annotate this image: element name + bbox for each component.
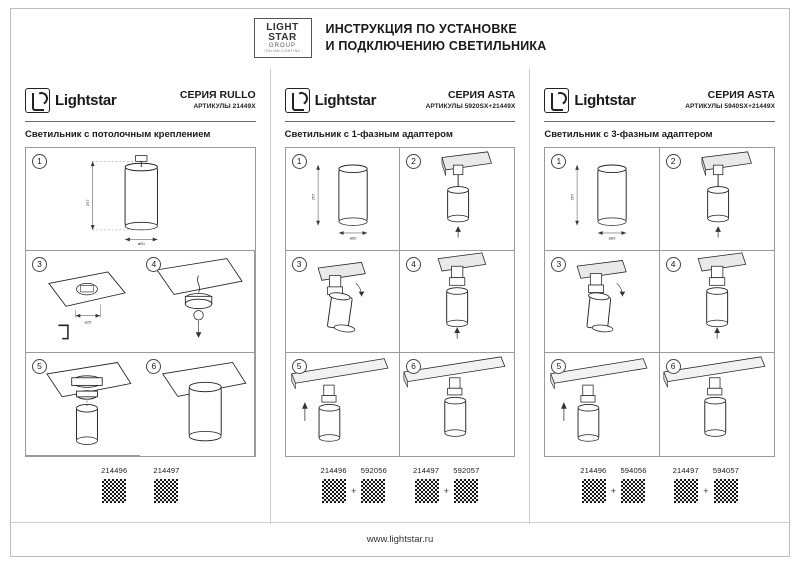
code-numbers xyxy=(153,466,179,475)
logo-line-1: LIGHT xyxy=(266,21,299,33)
series-name: СЕРИЯ RULLO xyxy=(179,89,256,102)
column-header xyxy=(25,69,256,121)
code-number: 214496 xyxy=(101,466,128,475)
qr-code-icon[interactable] xyxy=(321,478,347,504)
code-numbers xyxy=(413,466,479,475)
plus-sign: + xyxy=(610,486,617,496)
brand-lockup xyxy=(285,88,376,113)
plus-sign: + xyxy=(443,486,449,496)
series-article: АРТИКУЛЫ 5940SX+21449X xyxy=(685,102,776,110)
code-numbers xyxy=(101,466,127,475)
page-title-line-2: И ПОДКЛЮЧЕНИЮ СВЕТИЛЬНИКА xyxy=(325,39,547,53)
dimension-diameter: ø60 xyxy=(349,235,357,241)
step-cell-5 xyxy=(140,353,254,456)
step-badge: 1 xyxy=(551,154,566,169)
step-badge: 3 xyxy=(551,257,566,272)
step-badge: 1 xyxy=(32,154,47,169)
code-number: 594057 xyxy=(712,466,740,475)
step-cell-6 xyxy=(660,353,774,456)
code-number: 214496 xyxy=(580,466,607,475)
series-article: АРТИКУЛЫ 21449X xyxy=(193,102,256,110)
qr-code-icon[interactable] xyxy=(153,478,179,504)
step-cell-1 xyxy=(286,148,400,251)
logo-line-2: STAR xyxy=(268,31,297,43)
dimension-diameter: ø60 xyxy=(137,241,145,247)
column-subtitle: Светильник с 1-фазным адаптером xyxy=(285,121,516,147)
lightstar-logo-icon xyxy=(285,88,310,113)
qr-code-icon[interactable] xyxy=(414,478,440,504)
dimension-hole: ø25 xyxy=(84,319,92,325)
column-asta-1phase xyxy=(270,69,530,524)
code-group xyxy=(580,466,646,504)
product-codes xyxy=(25,466,256,504)
step-cell-2 xyxy=(660,148,774,251)
lightstar-group-logo xyxy=(254,18,312,58)
qr-row xyxy=(413,478,479,504)
product-codes xyxy=(285,466,516,504)
brand-name: Lightstar xyxy=(314,91,377,109)
dimension-diameter: ø60 xyxy=(608,235,616,241)
page-title-line-1: ИНСТРУКЦИЯ ПО УСТАНОВКЕ xyxy=(325,22,517,37)
code-number: 214497 xyxy=(153,466,180,475)
column-header xyxy=(285,69,516,121)
step-badge: 2 xyxy=(406,154,421,169)
step-cell-4 xyxy=(400,251,514,354)
step-badge: 5 xyxy=(32,359,47,374)
website-url[interactable]: www.lightstar.ru xyxy=(366,534,434,545)
code-number: 592056 xyxy=(360,466,387,475)
product-codes xyxy=(544,466,775,504)
code-group xyxy=(101,466,127,504)
column-header xyxy=(544,69,775,121)
step-badge: 4 xyxy=(406,257,421,272)
brand-lockup xyxy=(544,88,635,113)
step-badge: 6 xyxy=(146,359,161,374)
step-badge: 5 xyxy=(292,359,307,374)
step-badge: 6 xyxy=(666,359,681,374)
qr-row xyxy=(580,478,646,504)
step-badge: 4 xyxy=(146,257,161,272)
qr-code-icon[interactable] xyxy=(673,478,699,504)
steps-grid xyxy=(285,147,516,457)
document-footer xyxy=(11,522,789,556)
code-number: 594056 xyxy=(620,466,647,475)
column-subtitle: Светильник с 3-фазным адаптером xyxy=(544,121,775,147)
dimension-height: 257 xyxy=(309,193,315,201)
page-title xyxy=(326,21,547,55)
plus-sign: + xyxy=(351,486,357,496)
step-cell-5 xyxy=(286,353,400,456)
code-numbers xyxy=(321,466,387,475)
qr-row xyxy=(101,478,127,504)
column-subtitle: Светильник с потолочным креплением xyxy=(25,121,256,147)
code-number: 214497 xyxy=(672,466,699,475)
step-cell-2 xyxy=(26,251,140,354)
brand-lockup xyxy=(25,88,116,113)
qr-code-icon[interactable] xyxy=(360,478,386,504)
qr-row xyxy=(153,478,179,504)
brand-name: Lightstar xyxy=(574,91,636,109)
qr-code-icon[interactable] xyxy=(581,478,607,504)
step-cell-5 xyxy=(545,353,659,456)
qr-code-icon[interactable] xyxy=(620,478,646,504)
qr-row xyxy=(321,478,387,504)
step-cell-1 xyxy=(26,148,255,251)
step-cell-4 xyxy=(660,251,774,354)
column-asta-3phase xyxy=(529,69,789,524)
step-cell-3 xyxy=(545,251,659,354)
step-cell-2 xyxy=(400,148,514,251)
lightstar-logo-icon xyxy=(544,88,569,113)
instruction-columns xyxy=(11,69,789,524)
step-badge: 3 xyxy=(292,257,307,272)
document-header xyxy=(11,9,789,67)
series-info xyxy=(685,89,775,110)
code-group xyxy=(673,466,739,504)
plus-sign: + xyxy=(703,486,709,496)
code-group xyxy=(413,466,479,504)
lightstar-logo-icon xyxy=(25,88,50,113)
code-group xyxy=(153,466,179,504)
code-number: 592057 xyxy=(453,466,480,475)
steps-grid xyxy=(544,147,775,457)
code-group xyxy=(321,466,387,504)
logo-line-3: GROUP xyxy=(269,42,297,49)
step-badge: 2 xyxy=(666,154,681,169)
qr-code-icon[interactable] xyxy=(101,478,127,504)
step-cell-1 xyxy=(545,148,659,251)
series-info xyxy=(180,89,256,110)
step-badge: 1 xyxy=(292,154,307,169)
step-badge: 6 xyxy=(406,359,421,374)
logo-line-4: ITALIAN LIGHTING xyxy=(264,49,301,53)
qr-row xyxy=(673,478,739,504)
step-cell-3 xyxy=(286,251,400,354)
code-numbers xyxy=(673,466,739,475)
dimension-height: 257 xyxy=(84,199,90,207)
instruction-sheet xyxy=(10,8,790,557)
series-info xyxy=(426,89,516,110)
column-rullo xyxy=(11,69,270,524)
step-1-drawing xyxy=(26,148,255,247)
step-cell-3 xyxy=(140,251,254,354)
qr-code-icon[interactable] xyxy=(713,478,739,504)
step-badge: 3 xyxy=(32,257,47,272)
series-name: СЕРИЯ ASTA xyxy=(707,89,776,102)
code-number: 214496 xyxy=(320,466,347,475)
qr-code-icon[interactable] xyxy=(453,478,479,504)
dimension-height: 257 xyxy=(569,193,575,201)
steps-grid xyxy=(25,147,256,457)
step-badge: 4 xyxy=(666,257,681,272)
step-cell-4 xyxy=(26,353,140,456)
series-article: АРТИКУЛЫ 5920SX+21449X xyxy=(425,102,516,110)
code-numbers xyxy=(580,466,646,475)
series-name: СЕРИЯ ASTA xyxy=(447,89,516,102)
step-cell-6 xyxy=(400,353,514,456)
brand-name: Lightstar xyxy=(55,91,117,109)
code-number: 214497 xyxy=(413,466,440,475)
step-badge: 5 xyxy=(551,359,566,374)
